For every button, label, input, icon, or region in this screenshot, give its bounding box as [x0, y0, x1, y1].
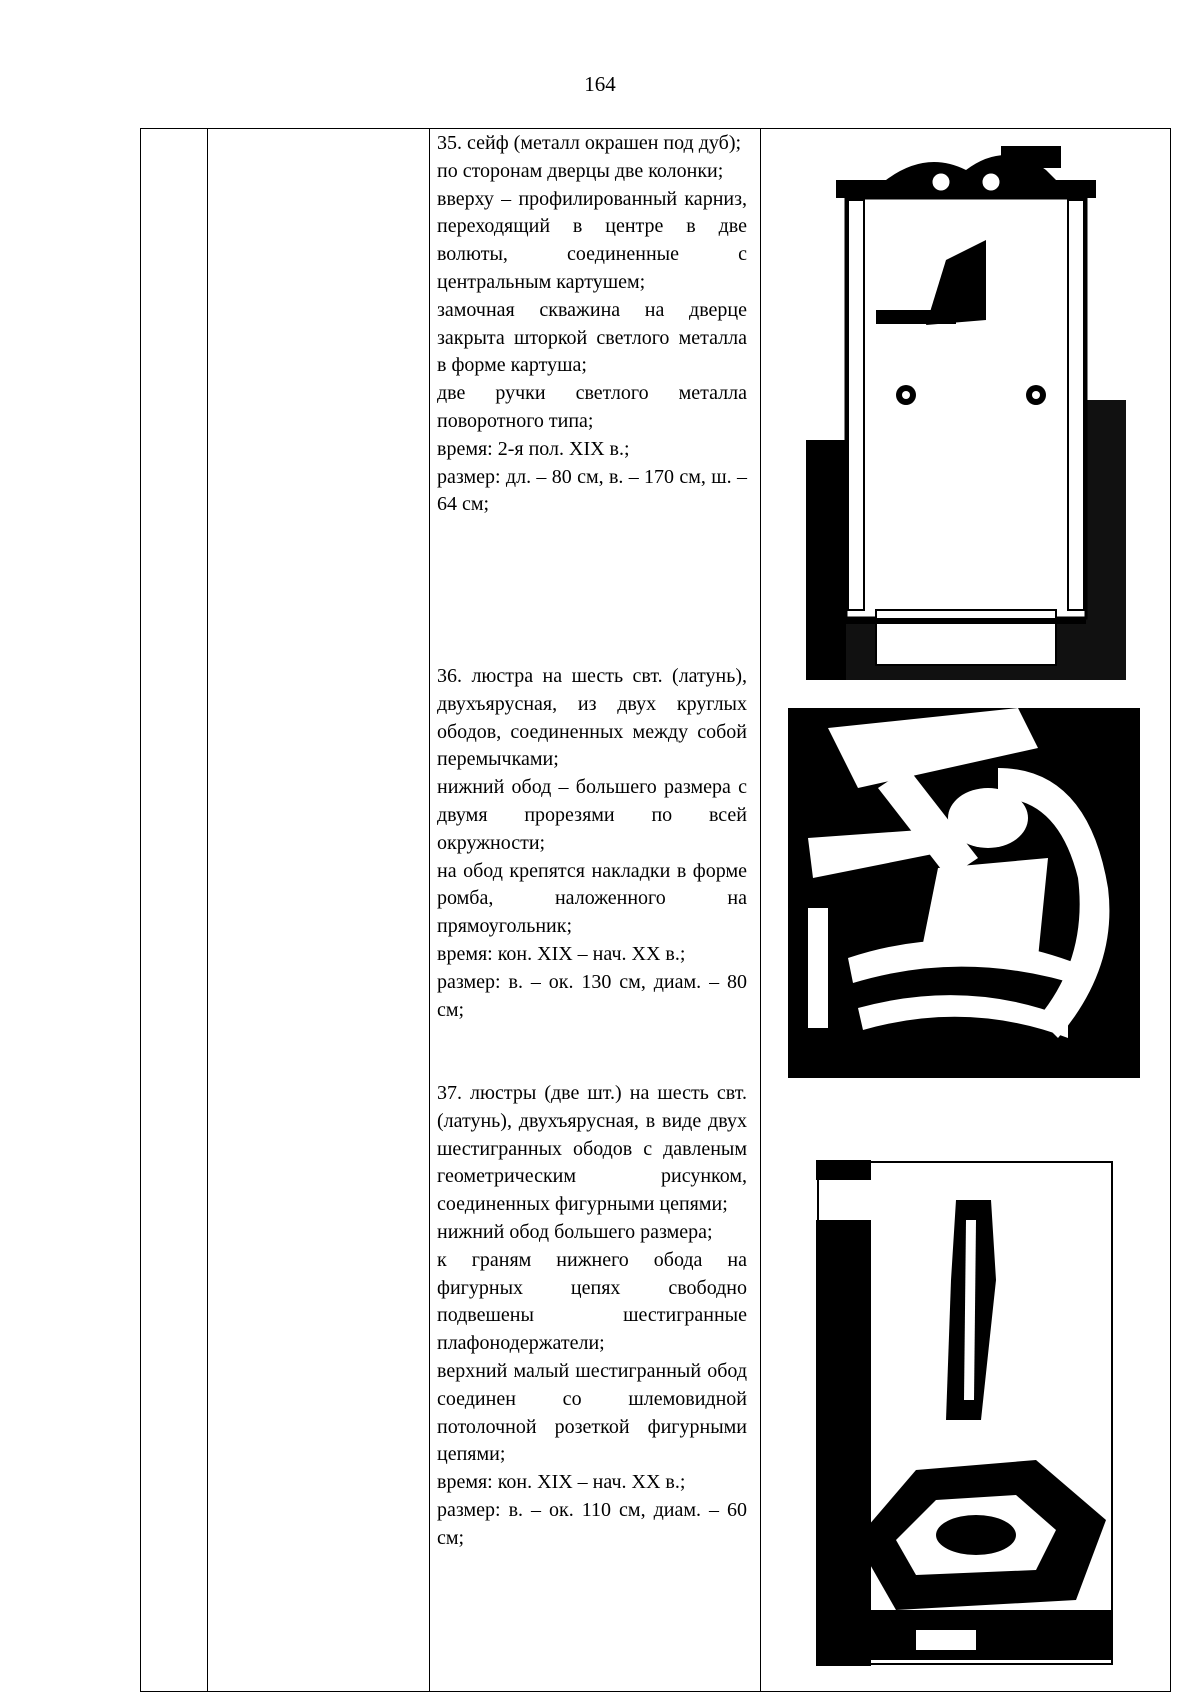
- entry-line: размер: в. – ок. 110 см, диам. – 60 см;: [437, 1498, 747, 1549]
- page-number: 164: [584, 72, 616, 96]
- entry-line: размер: дл. – 80 см, в. – 170 см, ш. – 64 см;: [437, 465, 747, 516]
- column-divider: [429, 129, 430, 1691]
- entry-line: нижний обод – большего размера с двумя прорезями по всей окружности;: [437, 776, 747, 854]
- entry-line: время: 2-я пол. XIX в.;: [437, 437, 630, 460]
- inventory-entry-36: [437, 663, 747, 1024]
- entry-line: 37. люстры (две шт.) на шесть свт. (латунь), двухъярусная, в виде двух шестигранных ободов с давленым геометрическим рисунком, соединенных фигурными цепями;: [437, 1082, 747, 1216]
- entry-line: время: кон. XIX – нач. XX в.;: [437, 942, 686, 965]
- column-divider: [207, 129, 208, 1691]
- entry-line: 36. люстра на шесть свт. (латунь), двухъярусная, из двух круглых ободов, соединенных между собой перемычками;: [437, 665, 747, 771]
- entry-line: замочная скважина на дверце закрыта шторкой светлого металла в форме картуша;: [437, 298, 747, 377]
- safe-photo: [806, 140, 1126, 680]
- column-divider: [760, 129, 761, 1691]
- entry-line: вверху – профилированный карниз, переходящий в центре в две волюты, соединенные с центральным картушем;: [437, 187, 747, 293]
- entry-line: по сторонам дверцы две колонки;: [437, 159, 724, 182]
- entry-line: к граням нижнего обода на фигурных цепях свободно подвешены шестигранные плафонодержатели;: [437, 1248, 747, 1355]
- safe-photo-drawing: [806, 140, 1126, 680]
- entry-line: 35. сейф (металл окрашен под дуб);: [437, 132, 742, 154]
- entry-line: время: кон. XIX – нач. XX в.;: [437, 1471, 686, 1494]
- chandelier-hexagonal-drawing: [816, 1160, 1114, 1666]
- entry-line: размер: в. – ок. 130 см, диам. – 80 см;: [437, 970, 747, 1021]
- chandelier-hexagonal-photo: [816, 1160, 1114, 1666]
- inventory-entry-35: [437, 130, 747, 519]
- entry-line: нижний обод большего размера;: [437, 1220, 713, 1243]
- inventory-entry-37: [437, 1080, 747, 1553]
- entry-line: две ручки светлого металла поворотного типа;: [437, 382, 747, 432]
- entry-line: верхний малый шестигранный обод соединен со шлемовидной потолочной розеткой фигурными цепями;: [437, 1359, 747, 1466]
- chandelier-round-drawing: [788, 708, 1140, 1078]
- chandelier-round-photo: [788, 708, 1140, 1078]
- entry-line: на обод крепятся накладки в форме ромба, наложенного на прямоугольник;: [437, 859, 747, 938]
